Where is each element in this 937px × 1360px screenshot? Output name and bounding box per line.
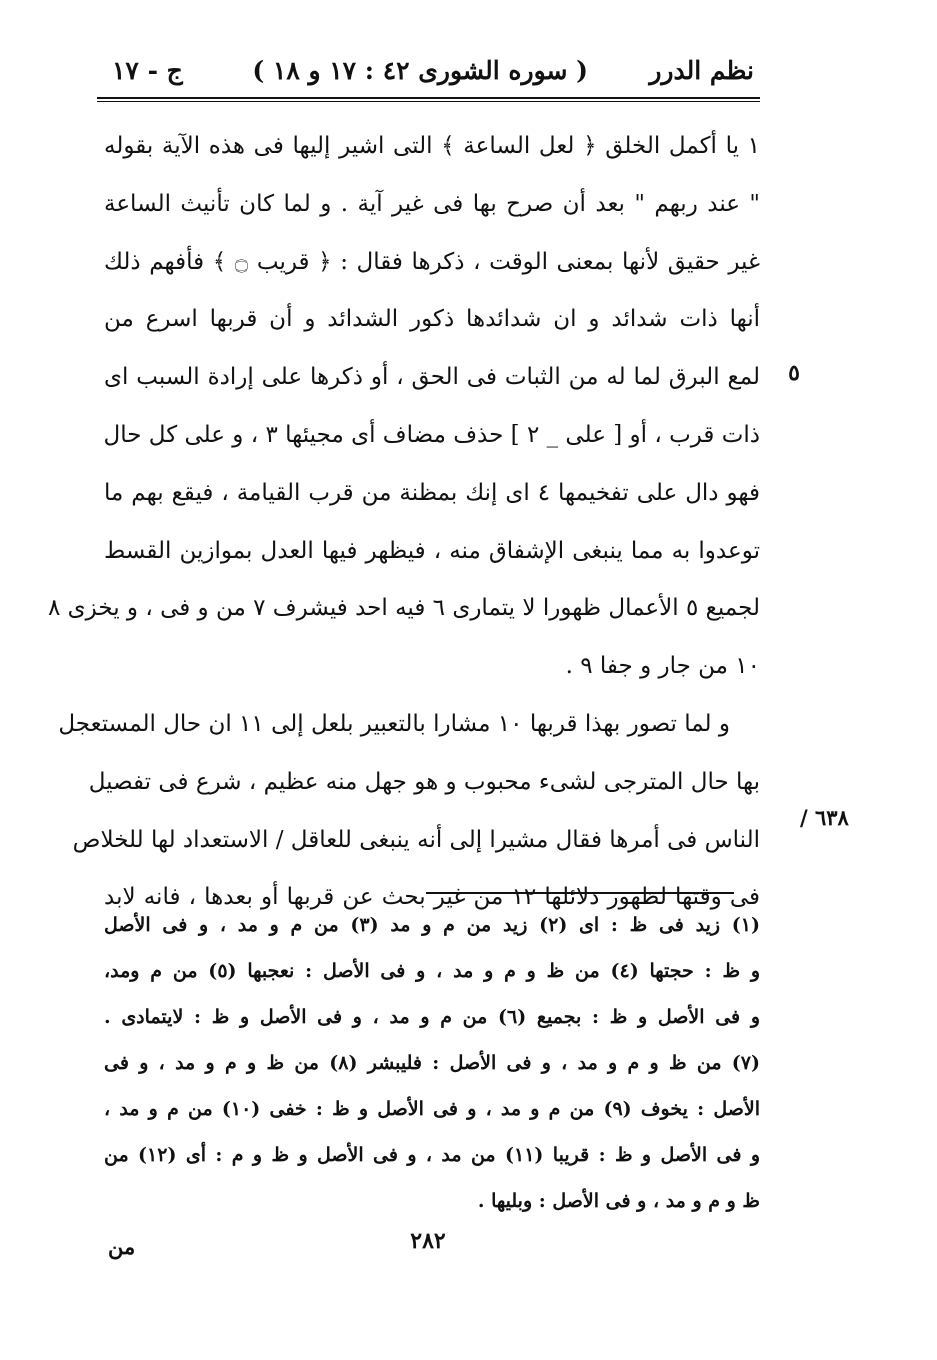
running-header bbox=[98, 52, 758, 96]
catchword: من bbox=[108, 1234, 136, 1259]
text-line: توعدوا به مما ينبغى الإشفاق منه ، فيظهر فيها العدل بموازين القسط bbox=[104, 537, 760, 564]
surah-reference: ( سوره الشورى ٤٢ : ١٧ و ١٨ ) bbox=[252, 56, 588, 85]
volume-label: ج - ١٧ bbox=[112, 56, 183, 85]
footnote-line: الأصل : يخوف (٩) من م و مد ، و فى الأصل و ظ : خفى (١٠) من م و مد ، bbox=[104, 1098, 760, 1120]
margin-page-reference: ٦٣٨ / bbox=[800, 805, 849, 830]
text-line: " عند ربهم " بعد أن صرح بها فى غير آية . و لما كان تأنيث الساعة bbox=[104, 190, 760, 217]
text-line-paragraph-start: و لما تصور بهذا قربها ١٠ مشارا بالتعبير بلعل إلى ١١ ان حال المستعجل bbox=[58, 710, 730, 737]
text-line: فى وقتها لظهور دلائلها ١٢ من غير بحث عن قربها أو بعدها ، فانه لابد bbox=[104, 884, 761, 911]
footnote-line: و ظ : حجتها (٤) من ظ و م و مد ، و فى الأصل : نعجبها (٥) من م ومد، bbox=[104, 960, 761, 982]
main-text bbox=[48, 118, 761, 927]
book-title: نظم الدرر bbox=[649, 56, 754, 85]
text-line: ذات قرب ، أو [ على _ ٢ ] حذف مضاف أى مجيئها ٣ ، و على كل حال bbox=[103, 421, 760, 448]
header-rule bbox=[97, 97, 760, 102]
text-line: فهو دال على تفخيمها ٤ اى إنك بمظنة من قرب القيامة ، فيقع بهم ما bbox=[104, 479, 760, 506]
text-line: أنها ذات شدائد و ان شدائدها ذكور الشدائد و أن قربها اسرع من bbox=[104, 306, 760, 333]
text-line: لجميع ٥ الأعمال ظهورا لا يتمارى ٦ فيه احد فيشرف ٧ من و فى ، و يخزى ٨ bbox=[48, 595, 760, 622]
text-line: غير حقيق لأنها بمعنى الوقت ، ذكرها فقال : ﴿ قريب ۝ ﴾ فأفهم ذلك bbox=[104, 248, 760, 275]
footnote-line: و فى الأصل و ظ : قريبا (١١) من مد ، و فى الأصل و ظ و م : أى (١٢) من bbox=[104, 1144, 760, 1166]
line-number-5: ٥ bbox=[788, 360, 800, 386]
footnote-line: (١) زيد فى ظ : اى (٢) زيد من م و مد (٣) من م و مد ، و فى الأصل bbox=[104, 914, 760, 936]
text-line: بها حال المترجى لشىء محبوب و هو جهل منه عظيم ، شرع فى تفصيل bbox=[88, 768, 760, 795]
footnotes bbox=[104, 902, 760, 1224]
footnote-line: ظ و م و مد ، و فى الأصل : وبليها . bbox=[477, 1190, 760, 1212]
page-number: ٢٨٢ bbox=[410, 1228, 446, 1254]
text-line: ١ يا أكمل الخلق ﴿ لعل الساعة ﴾ التى اشير إليها فى هذه الآية بقوله bbox=[104, 133, 760, 159]
text-line: ١٠ من جار و جفا ٩ . bbox=[565, 653, 760, 680]
footnote-line: و فى الأصل و ظ : بجميع (٦) من م و مد ، و فى الأصل و ظ : لايتمادى . bbox=[104, 1006, 760, 1028]
text-line: لمع البرق لما له من الثبات فى الحق ، أو ذكرها على إرادة السبب اى bbox=[104, 364, 760, 391]
footnote-line: (٧) من ظ و م و مد ، و فى الأصل : فليبشر (٨) من ظ و م و مد ، و فى bbox=[104, 1052, 760, 1074]
footnote-rule bbox=[426, 892, 734, 894]
text-line: الناس فى أمرها فقال مشيرا إلى أنه ينبغى للعاقل / الاستعداد لها للخلاص bbox=[72, 826, 760, 853]
